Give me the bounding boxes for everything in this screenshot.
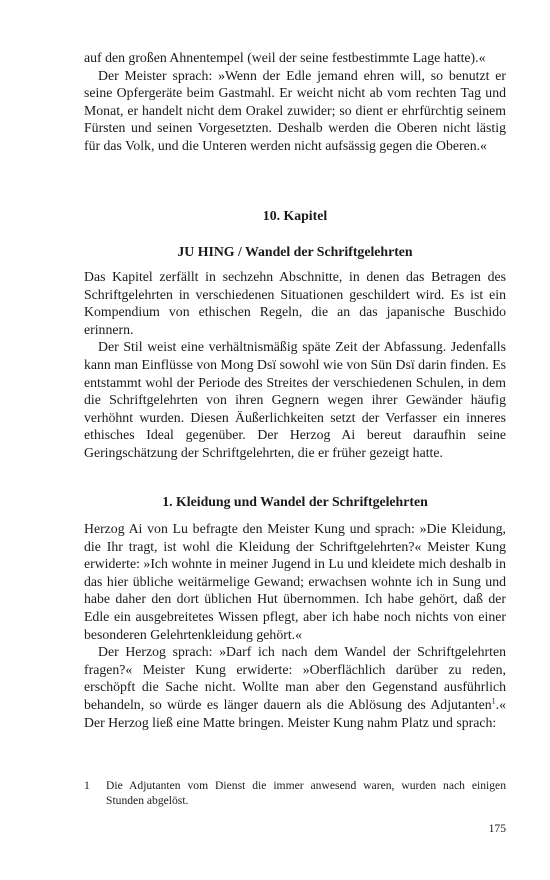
footnote [84,778,506,808]
page-number: 175 [488,822,506,835]
section-paragraph [84,643,506,731]
section-paragraph-text: Der Herzog sprach: »Darf ich nach dem Wandel der Schriftgelehrten fragen?« Meister Kung erwiderte: »Oberflächlich darüber zu reden, erschöpft die Sache nicht. Wollte man aber den Gegenstand ausführlich behandeln, so würde es länger dauern als die Ablösung des Adjutanten [84,644,506,712]
footnote-text: Die Adjutanten vom Dienst die immer anwesend waren, wurden nach einigen Stunden abgelöst. [106,779,506,807]
top-text-block [84,49,506,155]
chapter-intro-block [84,268,506,462]
footnote-number: 1 [84,779,90,792]
section-paragraph: Herzog Ai von Lu befragte den Meister Kung und sprach: »Die Kleidung, die Ihr tragt, ist wohl die Kleidung der Schriftgelehrten?« Meister Kung erwiderte: »Ich wohnte in meiner Jugend in Lu und kleidete mich deshalb in das hier übliche weitärmelige Gewand; erwachsen wohnte ich in Sung und habe daher den dort üblichen Hut übernommen. Ich habe gehört, daß der Edle ein ausgebreitetes Wissen pflegt, aber ich habe noch nichts von einer besonderen Gelehrtenkleidung gehört.« [84,521,506,642]
intro-paragraph: Das Kapitel zerfällt in sechzehn Abschnitte, in denen das Betragen des Schriftgelehrten in verschiedenen Situationen geschildert wird. Es ist ein Kompendium von ethischen Regeln, die an das japanische Buschido erinnern. [84,269,506,337]
chapter-title: JU HING / Wandel der Schriftgelehrten [177,244,413,259]
paragraph-continuation: auf den großen Ahnentempel (weil der seine festbestimmte Lage hatte).« [84,50,486,65]
footnote-reference[interactable]: 1 [491,696,496,706]
paragraph-meister-sprach: Der Meister sprach: »Wenn der Edle jemand ehren will, so benutzt er seine Opfergeräte beim Gastmahl. Er weicht nicht ab vom rechten Tag und Monat, er handelt nicht dem Orakel zuwider; so dient er ehrfürchtig seinem Fürsten und seinen Vorgesetzten. Deshalb werden die Oberen nicht lästig für das Volk, und die Unteren werden nicht aufsässig gegen die Oberen.« [84,67,506,153]
chapter-heading: 10. Kapitel [262,208,328,223]
section-text-block [84,520,506,731]
section-heading: 1. Kleidung und Wandel der Schriftgelehrten [162,494,428,509]
intro-paragraph: Der Stil weist eine verhältnismäßig späte Zeit der Abfassung. Jedenfalls kann man Einflüsse von Mong Dsï sowohl wie von Sün Dsï darin finden. Es entstammt wohl der Periode des Streites der verschiedenen Schulen, in dem die Schriftgelehrten von ihren Gegnern wegen ihrer Gewänder häufig verhöhnt wurden. Diesen Äußerlichkeiten setzt der Verfasser ein inneres ethisches Ideal gegenüber. Der Herzog Ai bereut daraufhin seine Geringschätzung der Schriftgelehrten, die er früher gezeigt hatte. [84,339,506,460]
section-paragraph-text: .« Der Herzog ließ eine Matte bringen. Meister Kung nahm Platz und sprach: [84,696,506,730]
